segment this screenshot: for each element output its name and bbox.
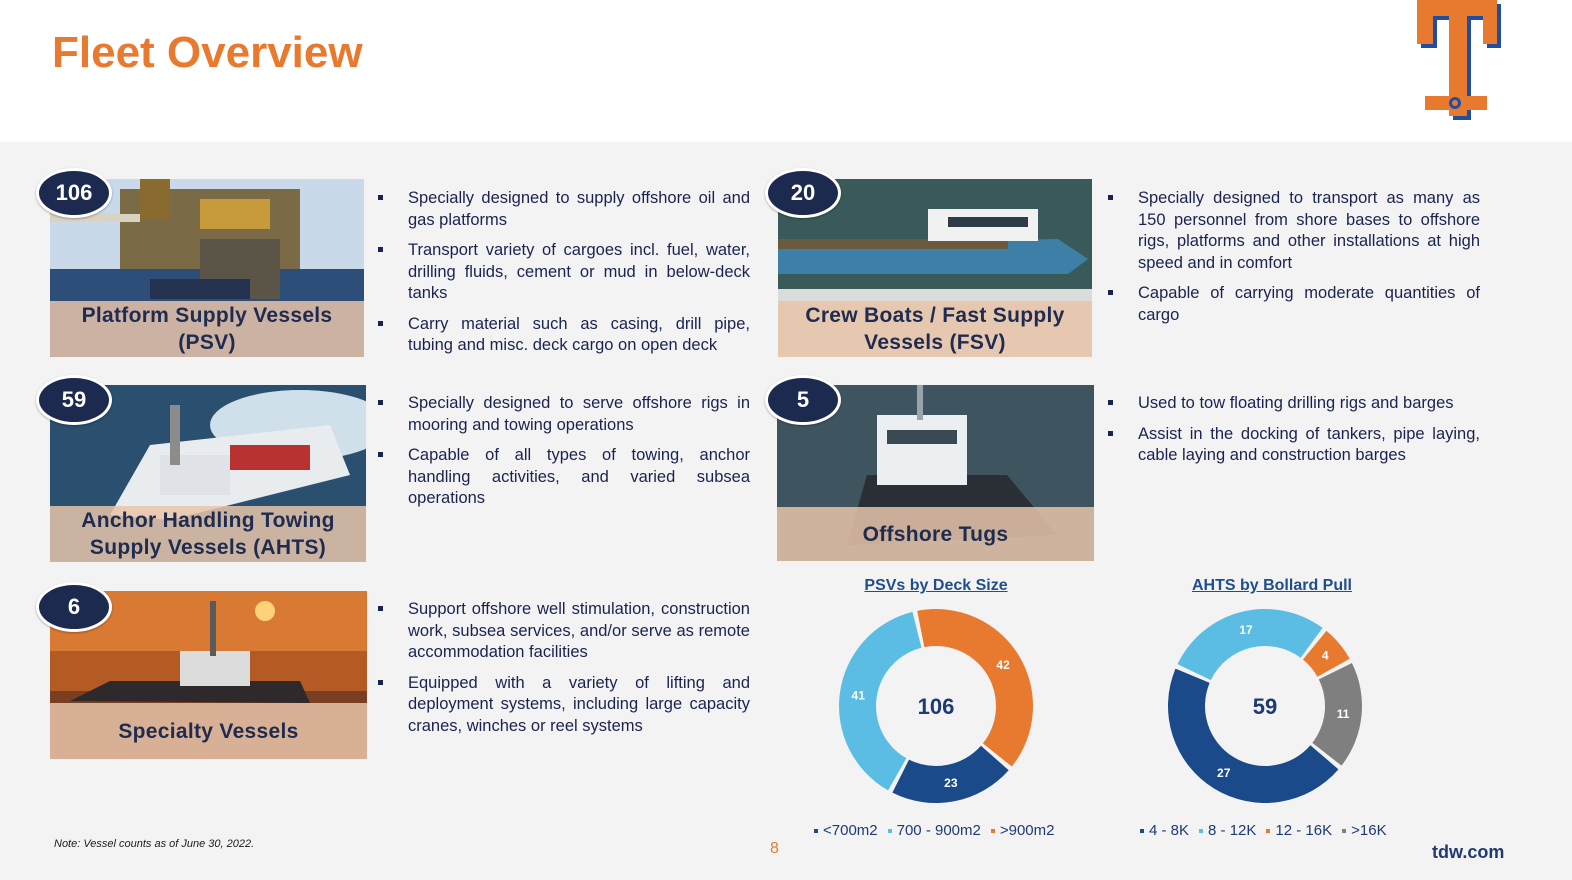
company-logo-icon — [1415, 0, 1507, 128]
legend-item — [1199, 822, 1256, 839]
legend-swatch — [991, 829, 995, 833]
donut-data-label: 11 — [1336, 706, 1350, 721]
legend-label: 8 - 12K — [1208, 822, 1257, 839]
legend-item — [814, 822, 878, 839]
footnote: Note: Vessel counts as of June 30, 2022. — [54, 838, 255, 850]
legend-swatch — [1342, 829, 1346, 833]
donut-total-label: 59 — [1252, 694, 1278, 719]
bullet-item: Specially designed to transport as many as 150 personnel from shore bases to offshore rigs, platforms and other installations at high speed and in comfort — [1106, 188, 1480, 274]
bullet-item: Carry material such as casing, drill pipe, tubing and misc. deck cargo on open deck — [376, 314, 750, 357]
tugs-caption: Offshore Tugs — [777, 507, 1094, 561]
donut-data-label: 4 — [1321, 648, 1329, 663]
psv-chart-legend — [814, 822, 1054, 839]
fsv-count-badge: 20 — [765, 168, 841, 218]
specialty-count-badge: 6 — [36, 582, 112, 632]
legend-swatch — [1199, 829, 1203, 833]
donut-slice-3 — [1168, 669, 1338, 803]
psv-count-badge: 106 — [36, 168, 112, 218]
bullet-item: Transport variety of cargoes incl. fuel, water, drilling fluids, cement or mud in below-deck tanks — [376, 240, 750, 305]
ahts-count-badge: 59 — [36, 375, 112, 425]
ahts-donut-chart — [1165, 606, 1365, 806]
bullet-item: Assist in the docking of tankers, pipe laying, cable laying and construction barges — [1106, 424, 1480, 467]
legend-item — [1266, 822, 1332, 839]
bullet-item: Used to tow floating drilling rigs and barges — [1106, 393, 1480, 415]
donut-data-label: 41 — [851, 688, 865, 703]
legend-label: 700 - 900m2 — [896, 822, 981, 839]
psv-caption: Platform Supply Vessels (PSV) — [50, 301, 364, 357]
legend-swatch — [888, 829, 892, 833]
fsv-caption: Crew Boats / Fast Supply Vessels (FSV) — [778, 301, 1092, 357]
bullet-item: Specially designed to supply offshore oil and gas platforms — [376, 188, 750, 231]
legend-label: 12 - 16K — [1275, 822, 1333, 839]
page-number: 8 — [770, 840, 779, 857]
legend-item — [991, 822, 1055, 839]
ahts-bullets — [376, 393, 750, 519]
donut-total-label: 106 — [917, 694, 955, 719]
legend-item — [888, 822, 981, 839]
tugs-count-badge: 5 — [765, 375, 841, 425]
page-title: Fleet Overview — [52, 28, 363, 77]
bullet-item: Support offshore well stimulation, construction work, subsea services, and/or serve as remote accommodation facilities — [376, 599, 750, 664]
donut-data-label: 42 — [996, 658, 1010, 673]
specialty-caption: Specialty Vessels — [50, 703, 367, 759]
legend-label: 4 - 8K — [1149, 822, 1190, 839]
bullet-item: Equipped with a variety of lifting and deployment systems, including large capacity cranes, winches or reel systems — [376, 673, 750, 738]
bullet-item: Specially designed to serve offshore rigs in mooring and towing operations — [376, 393, 750, 436]
donut-data-label: 27 — [1217, 765, 1231, 780]
donut-slice-2 — [917, 609, 1033, 767]
legend-swatch — [1266, 829, 1270, 833]
legend-swatch — [1140, 829, 1144, 833]
legend-label: <700m2 — [823, 822, 878, 839]
legend-label: >16K — [1351, 822, 1387, 839]
specialty-bullets — [376, 599, 750, 746]
legend-label: >900m2 — [999, 822, 1055, 839]
legend-item — [1342, 822, 1386, 839]
psv-bullets — [376, 188, 750, 366]
ahts-chart-legend — [1140, 822, 1387, 839]
tugs-bullets — [1106, 393, 1480, 476]
fsv-bullets — [1106, 188, 1480, 335]
legend-item — [1140, 822, 1189, 839]
psv-donut-chart — [836, 606, 1036, 806]
donut-data-label: 23 — [944, 776, 958, 791]
ahts-chart-title: AHTS by Bollard Pull — [1191, 577, 1352, 594]
website-link[interactable]: tdw.com — [1432, 842, 1505, 862]
bullet-item: Capable of carrying moderate quantities of cargo — [1106, 283, 1480, 326]
legend-swatch — [814, 829, 818, 833]
ahts-caption: Anchor Handling Towing Supply Vessels (AHTS) — [50, 506, 366, 562]
donut-data-label: 17 — [1239, 622, 1253, 637]
psv-chart-title: PSVs by Deck Size — [864, 577, 1008, 594]
donut-slice-0 — [1177, 609, 1322, 680]
donut-slice-0 — [892, 746, 1008, 803]
bullet-item: Capable of all types of towing, anchor handling activities, and varied subsea operations — [376, 445, 750, 510]
